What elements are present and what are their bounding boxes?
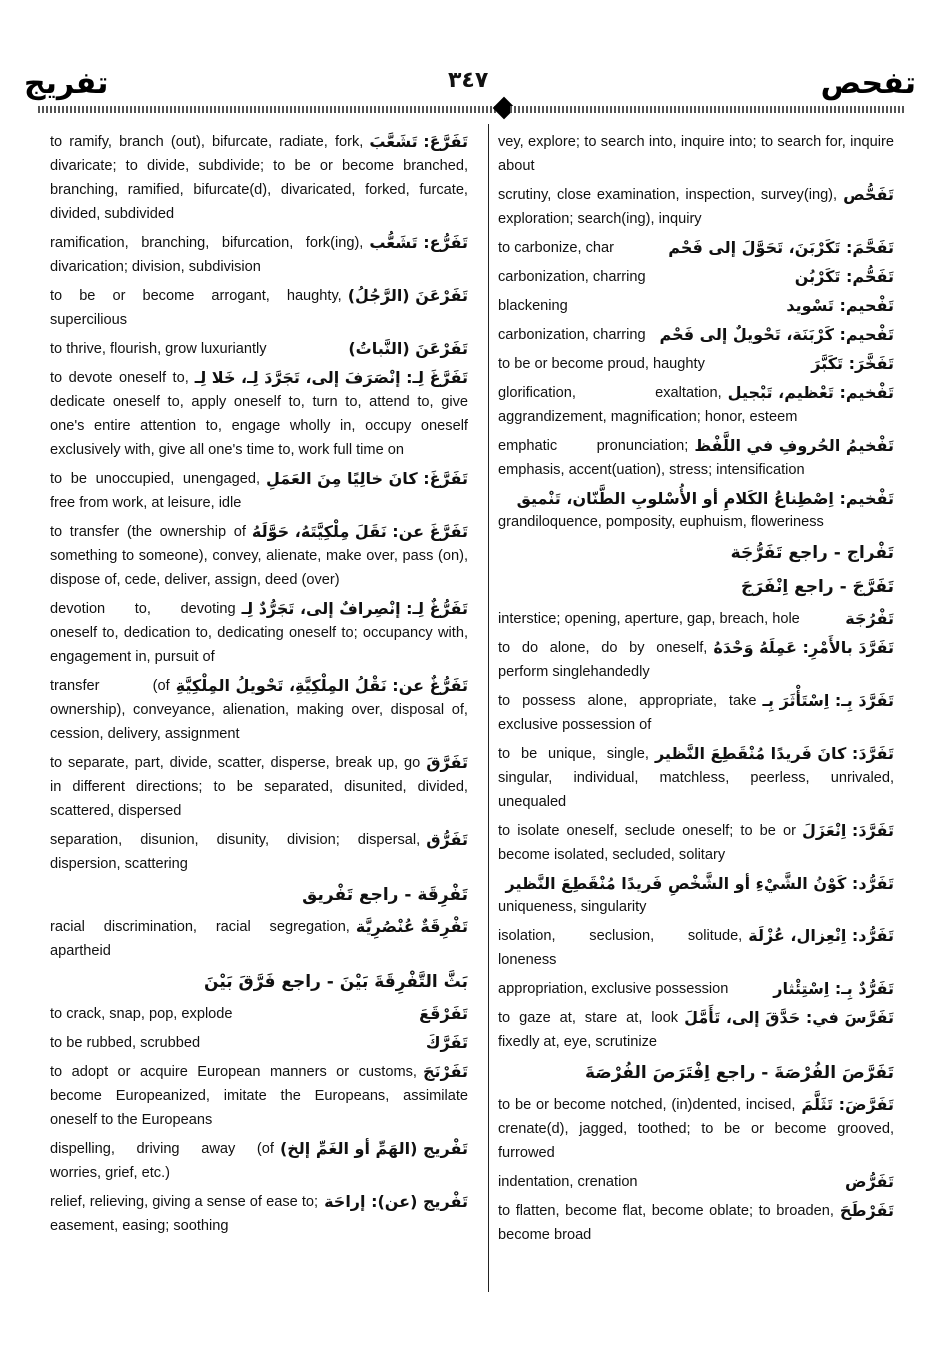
english-definition: to isolate oneself, seclude oneself; to be or become isolated, secluded, solitary xyxy=(498,823,796,863)
arabic-headword: تَفَرَّغَ: كانَ خالِيًا مِنَ العَمَلِ xyxy=(266,469,468,488)
english-definition: to adopt or acquire European manners or customs, become Europeanized, imitate the Europeans, assimilate oneself to the Europeans xyxy=(50,1064,468,1128)
dictionary-entry xyxy=(50,1190,468,1238)
cross-reference-entry: تَفْراج - راجع تَفَرُّجَة xyxy=(730,543,894,563)
dictionary-entry xyxy=(50,1060,468,1132)
dictionary-entry xyxy=(498,1170,894,1194)
arabic-headword: تَفْرِقَةٌ عُنْصُرِيَّة xyxy=(355,917,468,936)
dictionary-entry xyxy=(498,323,894,347)
english-definition: uniqueness, singularity xyxy=(498,899,647,915)
dictionary-entry xyxy=(498,636,894,684)
dictionary-entry xyxy=(498,130,894,178)
dictionary-entry xyxy=(50,828,468,876)
arabic-headword: تَفْريج (عن): إراحَة xyxy=(324,1192,468,1211)
arabic-headword: تَفْخيمُ الحُروفِ في اللَّفْظ xyxy=(694,436,894,455)
english-definition: appropriation, exclusive possession xyxy=(498,981,729,997)
dictionary-entry xyxy=(498,183,894,231)
dictionary-entry xyxy=(498,924,894,972)
dictionary-entry xyxy=(50,751,468,823)
header-rule-left xyxy=(38,106,498,113)
cross-reference-entry: تَفَرَّصَ الفُرْصَةَ - راجع اِفْتَرَصَ الفُرْصَةَ xyxy=(584,1063,894,1083)
dictionary-entry xyxy=(498,381,894,429)
dictionary-entry xyxy=(498,294,894,318)
dictionary-entry xyxy=(498,265,894,289)
arabic-headword: تَفْحيم: تَسْويد xyxy=(786,296,894,315)
english-definition: to be rubbed, scrubbed xyxy=(50,1035,201,1051)
english-definition: relief, relieving, giving a sense of ease to; easement, easing; soothing xyxy=(50,1194,319,1234)
arabic-headword: تَفَحُّم: تَكَرْبُن xyxy=(794,267,894,286)
english-definition: isolation, seclusion, solitude, loneness xyxy=(498,928,743,968)
arabic-headword: تَفَرْعَنَ (النَّباتُ) xyxy=(348,339,468,358)
english-definition: to separate, part, divide, scatter, disperse, break up, go in different directions; to be separated, disunited, divided, scattered, dispersed xyxy=(50,755,468,819)
english-definition: to flatten, become flat, become oblate; to broaden, become broad xyxy=(498,1203,834,1243)
arabic-headword: تَفَحُّص xyxy=(843,185,894,204)
english-definition: to be unique, single, singular, individual, matchless, peerless, unrivaled, unequaled xyxy=(498,746,894,810)
english-definition: to be or become notched, (in)dented, incised, crenate(d), jagged, toothed; to be or become grooved, furrowed xyxy=(498,1097,894,1161)
header-right-word: تفحص xyxy=(820,66,916,101)
arabic-headword: تَفَرُّق xyxy=(426,830,468,849)
arabic-headword: تَفَرُّغٌ لِـ: إنْصِرافٌ إلى، تَجَرُّدٌ لِـ xyxy=(241,599,468,618)
arabic-headword: تَفَرَّعَ: تَشَعَّبَ xyxy=(369,132,468,151)
column-divider xyxy=(488,124,489,1292)
right-column xyxy=(498,130,894,1252)
english-definition: to ramify, branch (out), bifurcate, radiate, fork, divaricate; to divide, subdivide; to be or become branched, branching, ramified, bifurcate(d), divaricated, forked, furcate, divided, subdivided xyxy=(50,134,468,222)
english-definition: to crack, snap, pop, explode xyxy=(50,1006,233,1022)
arabic-headword: تَفَرَّدَ بِـ: اِسْتَأْثَرَ بِـ xyxy=(762,691,894,710)
arabic-headword: تَفَرَّقَ xyxy=(426,753,468,772)
page-number: ٣٤٧ xyxy=(448,68,489,93)
english-definition: dispelling, driving away (of worries, grief, etc.) xyxy=(50,1141,274,1181)
english-definition: to be unoccupied, unengaged, free from work, at leisure, idle xyxy=(50,471,261,511)
english-definition: to do alone, do by oneself, perform singlehandedly xyxy=(498,640,708,680)
english-definition: to thrive, flourish, grow luxuriantly xyxy=(50,341,267,357)
arabic-headword: تَفَرُّد: كَوْنُ الشَّيْءِ أو الشَّخْصِ فَريدًا مُنْقَطِعَ النَّظير xyxy=(505,874,894,893)
english-definition: scrutiny, close examination, inspection, survey(ing), exploration; search(ing), inquiry xyxy=(498,187,838,227)
dictionary-entry xyxy=(50,467,468,515)
dictionary-entry xyxy=(50,130,468,226)
dictionary-entry xyxy=(498,689,894,737)
dictionary-entry xyxy=(50,1031,468,1055)
dictionary-entry xyxy=(498,434,894,482)
dictionary-entry xyxy=(50,231,468,279)
cross-reference-entry: تَفَرَّجَ - راجع اِنْفَرَجَ xyxy=(740,577,894,597)
arabic-headword: تَفَرْنَجَ xyxy=(422,1062,468,1081)
dictionary-entry xyxy=(498,236,894,260)
english-definition: to transfer (the ownership of something to someone), convey, alienate, make over, pass (on), dispose of, cede, deliver, assign, deed (over) xyxy=(50,524,468,588)
arabic-headword: تَفْحيم: كَرْبَنَة، تَحْويلٌ إلى فَحْم xyxy=(659,325,894,344)
english-definition: to gaze at, stare at, look fixedly at, eye, scrutinize xyxy=(498,1010,679,1050)
dictionary-entry xyxy=(498,1199,894,1247)
english-definition: blackening xyxy=(498,298,568,314)
english-definition: vey, explore; to search into, inquire into; to search for, inquire about xyxy=(498,134,894,174)
arabic-headword: تَفْخيم: اِصْطِناعُ الكَلامِ أو الأُسْلوبِ الطَّنّان، تَنْميق xyxy=(516,489,894,508)
arabic-headword: تَفَرَّغَ لِـ: إنْصَرَفَ إلى، تَجَرَّدَ لِـ، خَلا لِـ xyxy=(194,368,468,387)
arabic-headword: تَفَرَّدَ: اِنْعَزَلَ xyxy=(801,821,894,840)
arabic-headword: تَفْرُجَة xyxy=(845,609,894,628)
arabic-headword: تَفَرَّضَ: تَثَلَّمَ xyxy=(801,1095,894,1114)
cross-reference-entry: تَفْرِقَة - راجع تَفْريق xyxy=(302,885,468,905)
arabic-headword: تَفَرُّغٌ عن: نَقْلُ المِلْكِيَّةِ، تَحْويلُ المِلْكِيَّةِ xyxy=(175,676,468,695)
arabic-headword: تَفَخَّرَ: تَكَبَّرَ xyxy=(811,354,894,373)
dictionary-entry xyxy=(498,1006,894,1054)
english-definition: to possess alone, appropriate, take exclusive possession of xyxy=(498,693,757,733)
english-definition: transfer (of ownership), conveyance, alienation, making over, disposal of, cession, delivery, assignment xyxy=(50,678,468,742)
header-rule-right xyxy=(510,106,906,113)
english-definition: to be or become proud, haughty xyxy=(498,356,705,372)
dictionary-entry xyxy=(50,520,468,592)
arabic-headword: تَفَرَّدَ بالأَمْرِ: عَمِلَهُ وَحْدَهُ xyxy=(713,638,894,657)
dictionary-entry xyxy=(498,1093,894,1165)
dictionary-entry xyxy=(50,597,468,669)
dictionary-entry xyxy=(498,742,894,814)
arabic-headword: تَفَرْعَنَ (الرَّجُلُ) xyxy=(347,286,468,305)
arabic-headword: تَفْخيم: تَعْظيم، تَبْجيل xyxy=(727,383,894,402)
english-definition: interstice; opening, aperture, gap, breach, hole xyxy=(498,611,800,627)
english-definition: glorification, exaltation, aggrandizement, magnification; honor, esteem xyxy=(498,385,798,425)
dictionary-entry xyxy=(498,352,894,376)
english-definition: carbonization, charring xyxy=(498,269,646,285)
english-definition: to be or become arrogant, haughty, supercilious xyxy=(50,288,342,328)
english-definition: to carbonize, char xyxy=(498,240,615,256)
arabic-headword: تَفَرْقَعَ xyxy=(419,1004,468,1023)
header-left-word: تفريج xyxy=(24,66,109,101)
dictionary-entry xyxy=(50,366,468,462)
left-column xyxy=(50,130,468,1243)
cross-reference-entry: بَثَّ التَّفْرِقَةَ بَيْنَ - راجع فَرَّقَ بَيْنَ xyxy=(204,972,468,992)
arabic-headword: تَفَرُّد: اِنْعِزال، عُزْلَة xyxy=(748,926,894,945)
english-definition: devotion to, devoting oneself to, dedication to, dedicating oneself to; occupancy with, engagement in, pursuit of xyxy=(50,601,468,665)
dictionary-entry xyxy=(50,674,468,746)
arabic-headword: تَفَرُّدٌ بِـ: اِسْتِئْثار xyxy=(773,979,894,998)
arabic-headword: تَفَرُّع: تَشَعُّب xyxy=(369,233,468,252)
arabic-headword: تَفَرَّدَ: كانَ فَريدًا مُنْقَطِعَ النَّظير xyxy=(654,744,894,763)
dictionary-entry xyxy=(50,915,468,963)
dictionary-entry xyxy=(498,872,894,919)
english-definition: emphatic pronunciation; emphasis, accent(uation), stress; intensification xyxy=(498,438,805,478)
dictionary-entry xyxy=(498,487,894,534)
dictionary-entry xyxy=(50,337,468,361)
english-definition: racial discrimination, racial segregation, apartheid xyxy=(50,919,350,959)
english-definition: indentation, crenation xyxy=(498,1174,638,1190)
dictionary-entry xyxy=(50,1002,468,1026)
arabic-headword: تَفَرَّسَ في: حَدَّقَ إلى، تَأَمَّلَ xyxy=(684,1008,894,1027)
dictionary-entry xyxy=(498,977,894,1001)
english-definition: ramification, branching, bifurcation, fork(ing), divarication; division, subdivision xyxy=(50,235,364,275)
english-definition: separation, disunion, disunity, division; dispersal, dispersion, scattering xyxy=(50,832,421,872)
dictionary-entry xyxy=(50,1137,468,1185)
english-definition: grandiloquence, pomposity, euphuism, floweriness xyxy=(498,514,824,530)
arabic-headword: تَفَرُّض xyxy=(845,1172,894,1191)
arabic-headword: تَفَرْطَحَ xyxy=(839,1201,894,1220)
english-definition: carbonization, charring xyxy=(498,327,646,343)
arabic-headword: تَفْريج (الهَمِّ أو الغَمِّ إلخ) xyxy=(279,1139,468,1158)
arabic-headword: تَفَرَّغَ عن: نَقَلَ مِلْكِيَّتَهُ، حَوَّلَهُ xyxy=(251,522,468,541)
english-definition: to devote oneself to, dedicate oneself to, apply oneself to, turn to, attend to, give one's entire attention to, engage wholly in, occupy oneself exclusively with, give all one's time to, work full time on xyxy=(50,370,468,458)
dictionary-entry xyxy=(498,607,894,631)
dictionary-entry xyxy=(498,819,894,867)
arabic-headword: تَفَرَّكَ xyxy=(425,1033,468,1052)
arabic-headword: تَفَحَّمَ: تَكَرْبَنَ، تَحَوَّلَ إلى فَحْم xyxy=(668,238,894,257)
dictionary-entry xyxy=(50,284,468,332)
